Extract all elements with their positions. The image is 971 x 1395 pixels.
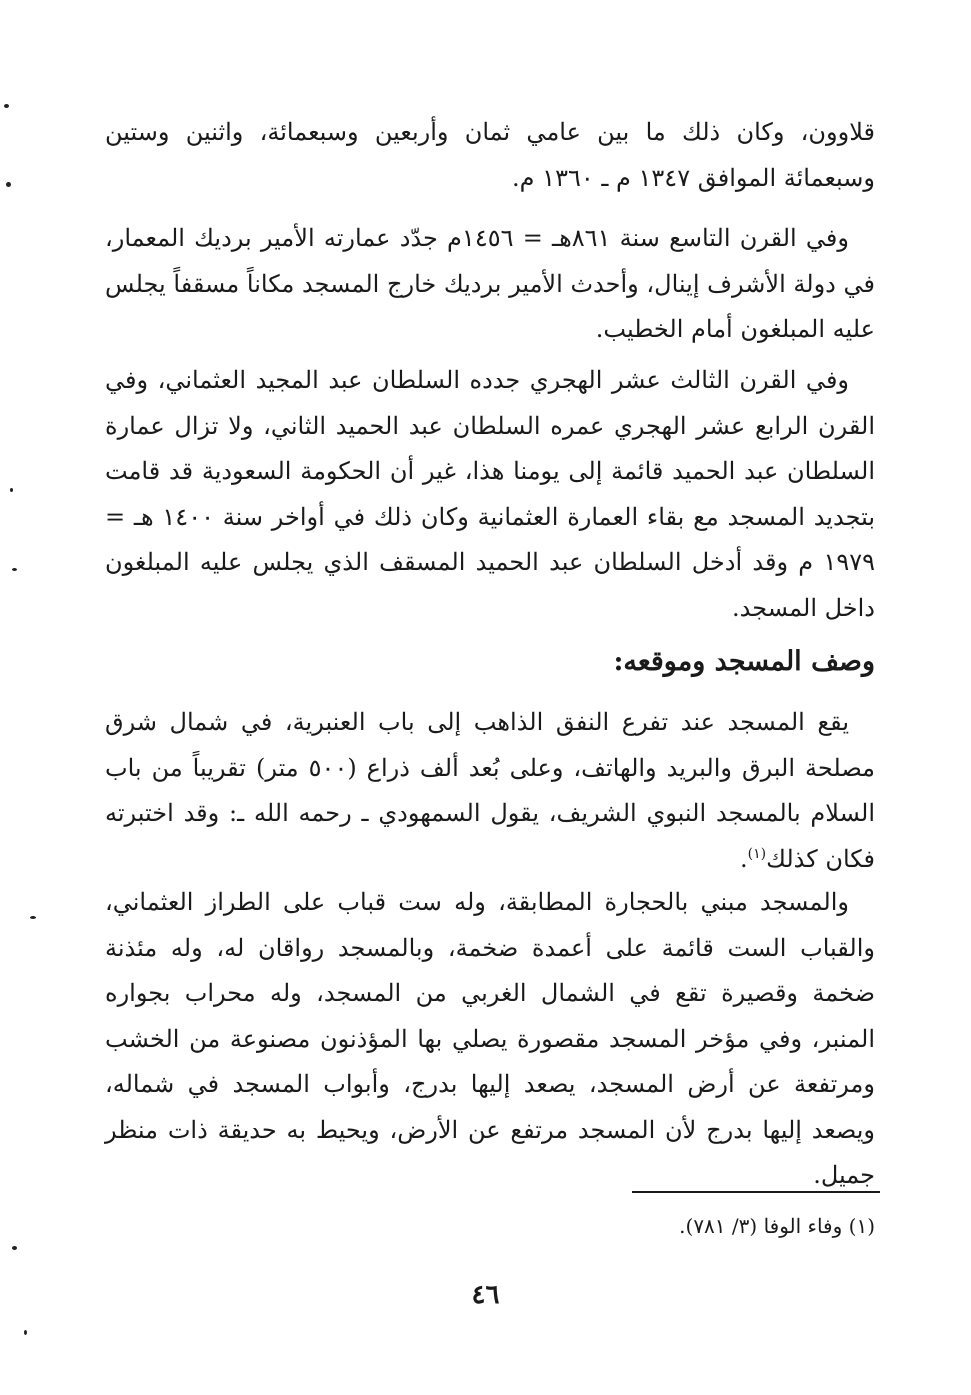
paragraph-text: وفي القرن التاسع سنة ٨٦١هـ = ١٤٥٦م جدّد عمارته الأمير برديك المعمار، في دولة الأشرف إينال، وأحدث الأمير برديك خارج المسجد مكاناً مسقفاً يجلس عليه المبلغون أمام الخطيب. bbox=[105, 224, 875, 343]
footnote: (١) وفاء الوفا (٣/ ٧٨١). bbox=[679, 1214, 875, 1238]
page-number: ٤٦ bbox=[471, 1280, 500, 1310]
paragraph-thirteenth-century bbox=[105, 358, 875, 631]
scan-speck bbox=[4, 104, 9, 108]
scan-speck bbox=[10, 488, 13, 492]
footnote-divider bbox=[632, 1191, 880, 1193]
paragraph-ninth-century bbox=[105, 216, 875, 353]
paragraph-continuation bbox=[105, 110, 875, 201]
paragraph-description bbox=[105, 880, 875, 1199]
scan-speck bbox=[12, 1246, 17, 1250]
footnote-marker[interactable]: (١) bbox=[747, 845, 767, 862]
paragraph-end: . bbox=[740, 844, 748, 873]
paragraph-text bbox=[105, 700, 875, 882]
scan-speck bbox=[30, 916, 36, 919]
paragraph-text: قلاوون، وكان ذلك ما بين عامي ثمان وأربعين وسبعمائة، واثنين وستين وسبعمائة الموافق ١٣٤٧ م ـ ١٣٦٠ م. bbox=[105, 118, 875, 192]
paragraph-body: يقع المسجد عند تفرع النفق الذاهب إلى باب العنبرية، في شمال شرق مصلحة البرق والبريد والهاتف، وعلى بُعد ألف ذراع (٥٠٠ متر) تقريباً من باب السلام بالمسجد النبوي الشريف، يقول السمهودي ـ رحمه الله ـ: وقد اختبرته فكان كذلك bbox=[105, 708, 875, 873]
scan-speck bbox=[6, 182, 11, 187]
scan-speck bbox=[24, 1330, 27, 1335]
section-heading: وصف المسجد وموقعه: bbox=[613, 646, 875, 677]
paragraph-location bbox=[105, 700, 875, 882]
paragraph-text: وفي القرن الثالث عشر الهجري جدده السلطان عبد المجيد العثماني، وفي القرن الرابع عشر الهجري عمره السلطان عبد الحميد الثاني، ولا تزال عمارة السلطان عبد الحميد قائمة إلى يومنا هذا، غير أن الحكومة السعودية قد قامت بتجديد المسجد مع بقاء العمارة العثمانية وكان ذلك في أواخر سنة ١٤٠٠ هـ = ١٩٧٩ م وقد أدخل السلطان عبد الحميد المسقف الذي يجلس عليه المبلغون داخل المسجد. bbox=[105, 366, 876, 622]
scan-speck bbox=[12, 568, 17, 571]
paragraph-text: والمسجد مبني بالحجارة المطابقة، وله ست قباب على الطراز العثماني، والقباب الست قائمة على أعمدة ضخمة، وبالمسجد رواقان له، وله مئذنة ضخمة وقصيرة تقع في الشمال الغربي من المسجد، وله محراب بجواره المنبر، وفي مؤخر المسجد مقصورة يصلي بها المؤذنون مصنوعة من الخشب ومرتفعة عن أرض المسجد، يصعد إليها بدرج، وأبواب المسجد في شماله، ويصعد إليها بدرج لأن المسجد مرتفع عن الأرض، ويحيط به حديقة ذات منظر جميل. bbox=[105, 888, 876, 1189]
